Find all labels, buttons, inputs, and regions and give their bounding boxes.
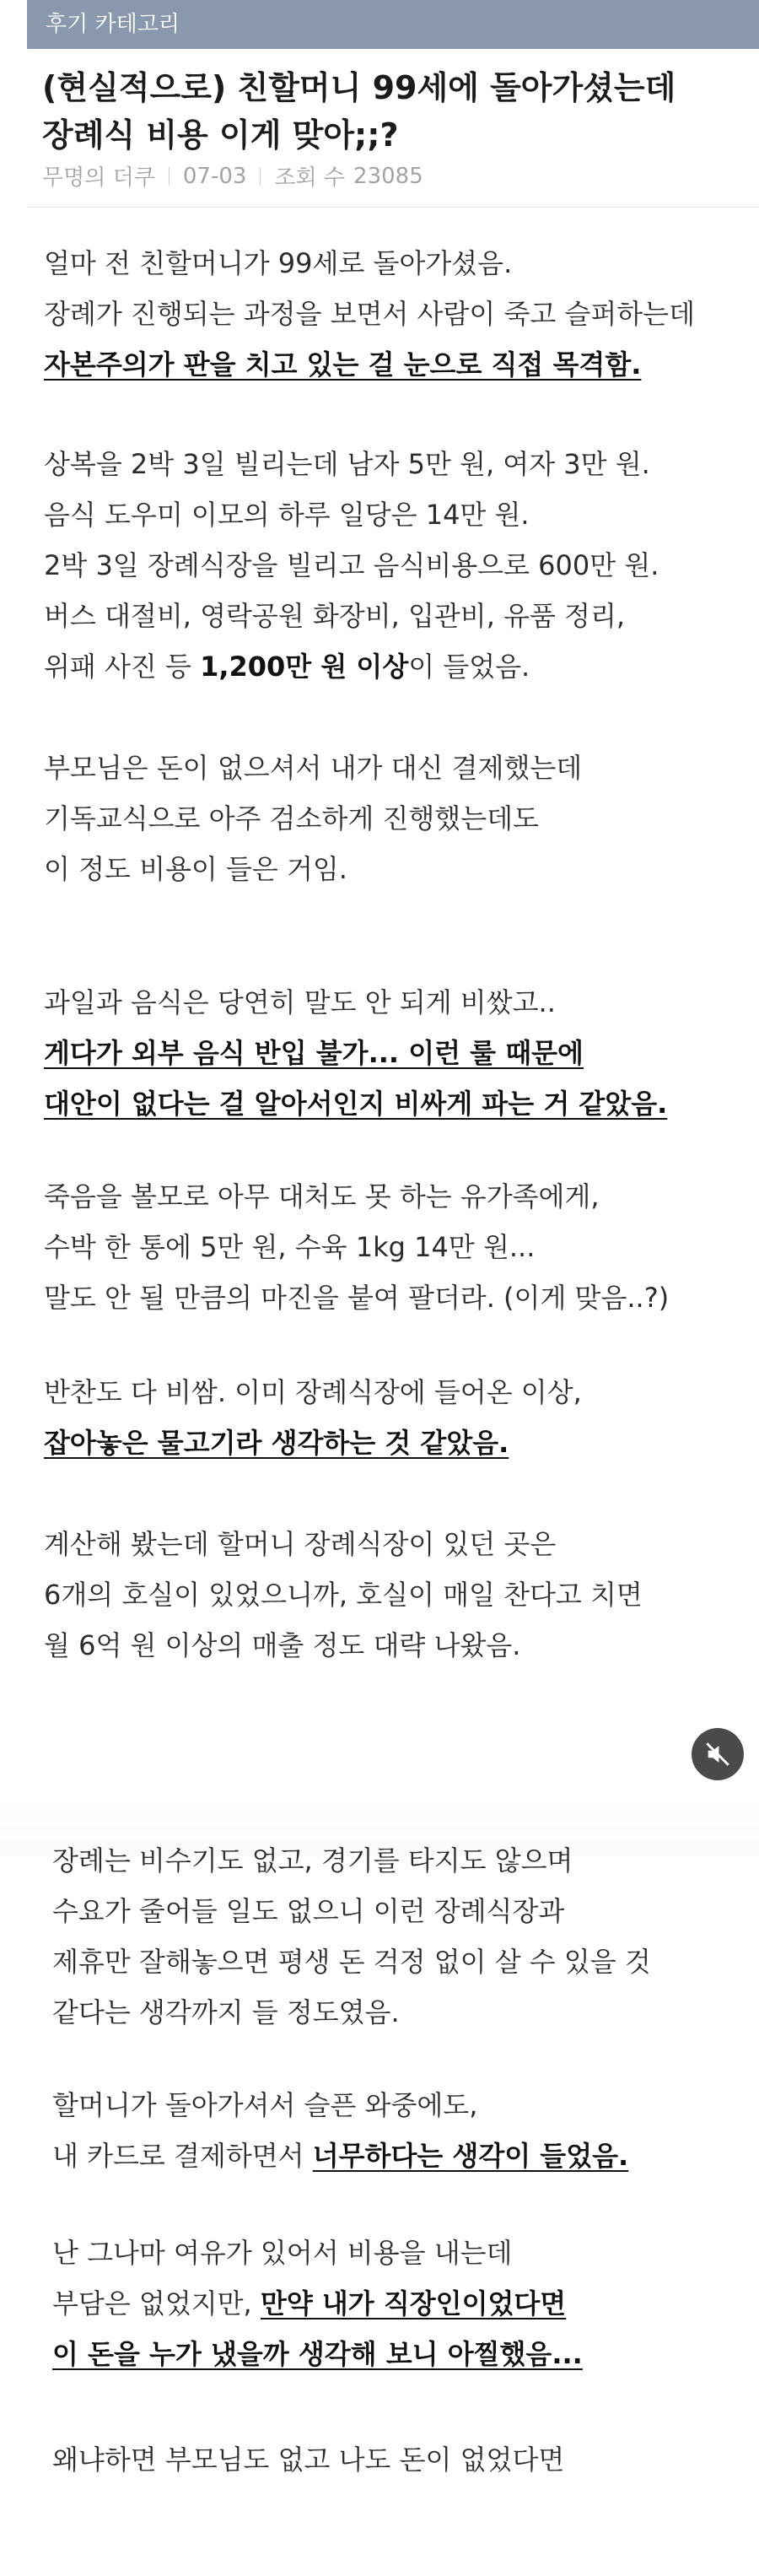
meta-divider bbox=[260, 167, 261, 186]
views-label: 조회 수 bbox=[274, 165, 346, 191]
category-bar[interactable] bbox=[27, 0, 759, 49]
post-title: (현실적으로) 친할머니 99세에 돌아가셨는데 장례식 비용 이게 맞아;;? bbox=[42, 69, 676, 154]
meta-divider bbox=[169, 167, 170, 186]
emphasis-text: 너무하다는 생각이 들었음. bbox=[312, 2140, 629, 2172]
post-meta bbox=[42, 160, 423, 192]
emphasis-text: 만약 내가 직장인이었다면 bbox=[260, 2287, 567, 2319]
paragraph-2: 상복을 2박 3일 빌리는데 남자 5만 원, 여자 3만 원. 음식 도우미 이모의 하루 일당은 14만 원. 2박 3일 장례식장을 빌리고 음식비용으로 600만 원. 버스 대절비, 영락공원 화장비, 입관비, 유품 정리, 위패 사진 등 1,200만 원 이상이 들었음. bbox=[44, 448, 659, 683]
emphasis-text: 1,200만 원 이상 bbox=[200, 651, 409, 683]
paragraph-5: 죽음을 볼모로 아무 대처도 못 하는 유가족에게, 수박 한 통에 5만 원, 수육 1kg 14만 원... 말도 안 될 만큼의 마진을 붙여 팔더라. (이게 맞음..?) bbox=[44, 1180, 670, 1314]
emphasis-text: 대안이 없다는 걸 알아서인지 비싸게 파는 거 같았음. bbox=[44, 1088, 668, 1120]
paragraph-6: 반찬도 다 비쌈. 이미 장례식장에 들어온 이상, 잡아놓은 물고기라 생각하는 것 같았음. bbox=[44, 1376, 582, 1459]
paragraph-9: 할머니가 돌아가셔서 슬픈 와중에도, 내 카드로 결제하면서 너무하다는 생각이 들었음. bbox=[52, 2089, 629, 2172]
paragraph-3: 부모님은 돈이 없으셔서 내가 대신 결제했는데 기독교식으로 아주 검소하게 진행했는데도 이 정도 비용이 들은 거임. bbox=[44, 752, 583, 885]
paragraph-4: 과일과 음식은 당연히 말도 안 되게 비쌌고.. 게다가 외부 음식 반입 불가... 이런 룰 때문에 대안이 없다는 걸 알아서인지 비싸게 파는 거 같았음. bbox=[44, 986, 668, 1120]
mute-button[interactable] bbox=[692, 1728, 744, 1780]
emphasis-text: 자본주의가 판을 치고 있는 걸 눈으로 직접 목격함. bbox=[44, 348, 642, 381]
header-divider bbox=[27, 207, 759, 208]
post-date: 07-03 bbox=[182, 163, 247, 189]
emphasis-text: 잡아놓은 물고기라 생각하는 것 같았음. bbox=[44, 1427, 509, 1459]
paragraph-1: 얼마 전 친할머니가 99세로 돌아가셨음. 장례가 진행되는 과정을 보면서 사람이 죽고 슬퍼하는데 자본주의가 판을 치고 있는 걸 눈으로 직접 목격함. bbox=[44, 247, 696, 381]
paragraph-8: 장례는 비수기도 없고, 경기를 타지도 않으며 수요가 줄어들 일도 없으니 이런 장례식장과 제휴만 잘해놓으면 평생 돈 걱정 없이 살 수 있을 것 같다는 생각까지 들 정도였음. bbox=[52, 1844, 651, 2028]
category-label: 후기 카테고리 bbox=[46, 12, 180, 37]
emphasis-text: 게다가 외부 음식 반입 불가... 이런 룰 때문에 bbox=[44, 1037, 584, 1069]
paragraph-11: 왜냐하면 부모님도 없고 나도 돈이 없었다면 bbox=[52, 2444, 565, 2476]
paragraph-7: 계산해 봤는데 할머니 장례식장이 있던 곳은 6개의 호실이 있었으니까, 호실이 매일 찬다고 치면 월 6억 원 이상의 매출 정도 대략 나왔음. bbox=[44, 1528, 643, 1661]
paragraph-10: 난 그나마 여유가 있어서 비용을 내는데 부담은 없었지만, 만약 내가 직장인이었다면 이 돈을 누가 냈을까 생각해 보니 아찔했음... bbox=[52, 2237, 583, 2370]
views-count: 23085 bbox=[353, 163, 423, 189]
emphasis-text: 이 돈을 누가 냈을까 생각해 보니 아찔했음... bbox=[52, 2338, 583, 2370]
author-name[interactable]: 무명의 더쿠 bbox=[42, 165, 155, 191]
speaker-muted-icon bbox=[703, 1740, 732, 1769]
